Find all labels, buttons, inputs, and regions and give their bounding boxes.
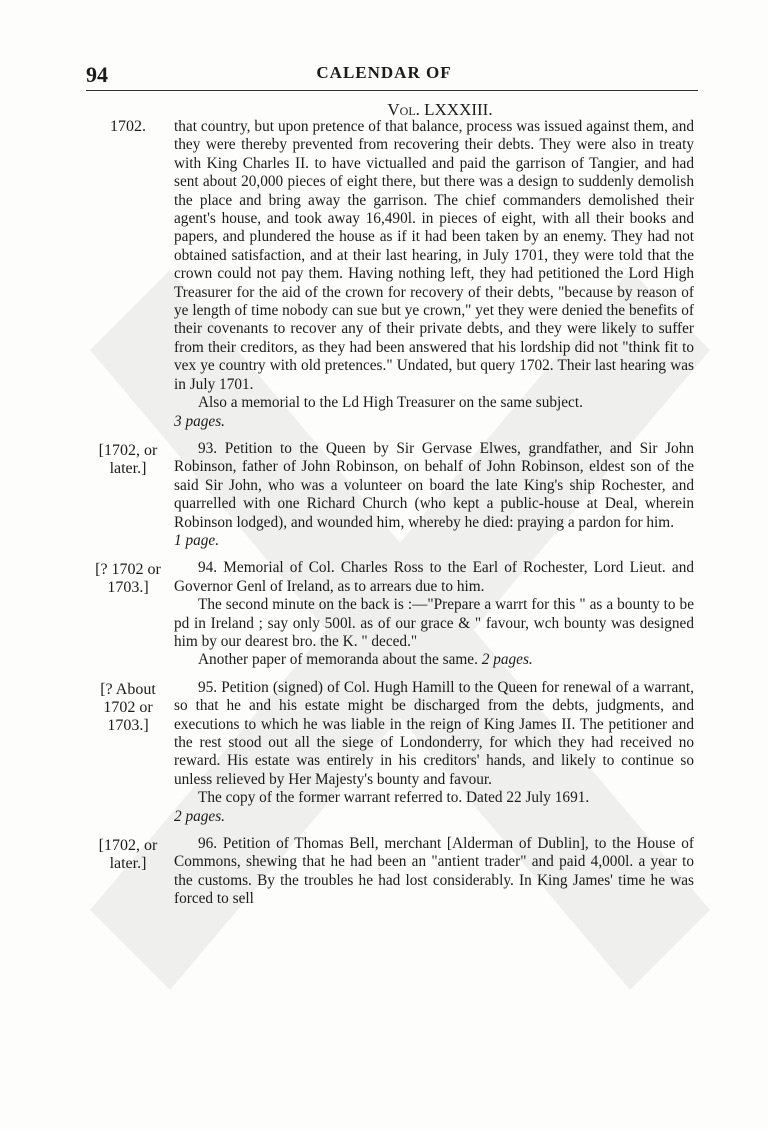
entry-date <box>86 442 170 478</box>
header-rule <box>86 90 698 91</box>
entry-paragraph: 95. Petition (signed) of Col. Hugh Hamill to the Queen for renewal of a warrant, so that he and his estate might be discharged from the debts, judgments, and executions to which he was liable in the reign of King James II. The petitioner and the rest stood out all the siege of Londonderry, for which they had received no reward. His estate was entirely in his creditors' hands, and likely to continue so unless relieved by Her Majesty's bounty and favour. <box>174 678 694 788</box>
entry-paragraph: that country, but upon pretence of that balance, process was issued against them, and they were thereby prevented from recovering their debts. They were also in treaty with King Charles II. to have victualled and paid the garrison of Tangier, and had sent about 20,000 pieces of eight there, but there was a design to suddenly demolish the place and bring away the garrison. The chief commanders demolished their agent's house, and took away 16,490l. in pieces of eight, with all their books and papers, and plundered the house as if it had been taken by an enemy. They had not obtained satisfaction, and at their last hearing, in July 1701, they were told that the crown could not pay them. Having nothing left, they had petitioned the Lord High Treasurer for the aid of the crown for recovery of their debts, "because by reason of ye length of time nobody can sue but ye crown," yet they were denied the benefits of their covenants to recover any of their private debts, and they were likely to suffer from their creditors, as they had been answered that his lordship did not "think fit to vex ye country with old pretences." Undated, but query 1702. Their last hearing was in July 1701. <box>174 118 694 393</box>
entry-date-line: [1702, or <box>98 441 158 459</box>
entry-date <box>86 681 170 735</box>
entry-date-line: 1703.] <box>107 716 149 734</box>
volume-label: Vol. LXXXIII. <box>387 100 493 119</box>
entry-text <box>174 440 694 550</box>
entry-text <box>174 835 694 909</box>
running-head: CALENDAR OF <box>316 63 452 82</box>
entry-pages: 2 pages. <box>481 651 533 669</box>
entry-paragraph: 93. Petition to the Queen by Sir Gervase Elwes, grandfather, and Sir John Robinson, father of John Robinson, on behalf of John Robinson, eldest son of the said Sir John, who was a volunteer on board the late King's ship Rochester, and quarrelled with one Richard Church (who kept a public-house at Deal, wherein Robinson lodged), and wounded him, whereby he died: praying a pardon for him. <box>174 439 694 531</box>
entry <box>0 118 768 431</box>
entry-date-line: later.] <box>109 459 147 477</box>
entry-date-line: 1702 or <box>103 698 153 716</box>
entry <box>0 679 768 826</box>
entry-date-line: later.] <box>109 855 147 873</box>
entry-pages: 1 page. <box>174 531 220 549</box>
volume-heading <box>0 100 768 120</box>
entry-paragraph-text: Another paper of memoranda about the same. <box>198 651 478 669</box>
entry-date-line: [? 1702 or <box>95 561 161 579</box>
entry <box>0 440 768 550</box>
entries <box>0 118 768 918</box>
entry-text <box>174 559 694 669</box>
entry-pages: 3 pages. <box>174 412 225 430</box>
entry-paragraph: The second minute on the back is :—"Prepare a warrt for this " as a bounty to be pd in Ireland ; say only 500l. as of our grace & " favour, wch bounty was designed him by our dearest bro. the K. " deced." <box>174 596 694 650</box>
entry-pages: 2 pages. <box>174 807 225 825</box>
entry <box>0 835 768 909</box>
entry-paragraph <box>174 651 694 669</box>
page-number: 94 <box>86 62 108 87</box>
entry-text <box>174 118 694 431</box>
entry-paragraph: The copy of the former warrant referred to. Dated 22 July 1691. <box>198 789 590 807</box>
entry-date <box>86 837 170 873</box>
entry-date-line: [? About <box>100 680 156 698</box>
entry-date: 1702. <box>110 118 146 135</box>
entry-paragraph: 94. Memorial of Col. Charles Ross to the Earl of Rochester, Lord Lieut. and Governor Genl of Ireland, as to arrears due to him. <box>174 559 694 595</box>
entry-paragraph: 96. Petition of Thomas Bell, merchant [Alderman of Dublin], to the House of Commons, shewing that he had been an "antient trader" and paid 4,000l. a year to the customs. By the troubles he had lost considerably. In King James' time he was forced to sell <box>174 835 694 908</box>
entry-text <box>174 679 694 826</box>
entry-date-line: 1703.] <box>107 579 149 597</box>
entry-date <box>86 561 170 597</box>
entry-paragraph: Also a memorial to the Ld High Treasurer on the same subject. <box>198 394 583 412</box>
entry-date-line: [1702, or <box>98 837 158 855</box>
entry <box>0 559 768 669</box>
